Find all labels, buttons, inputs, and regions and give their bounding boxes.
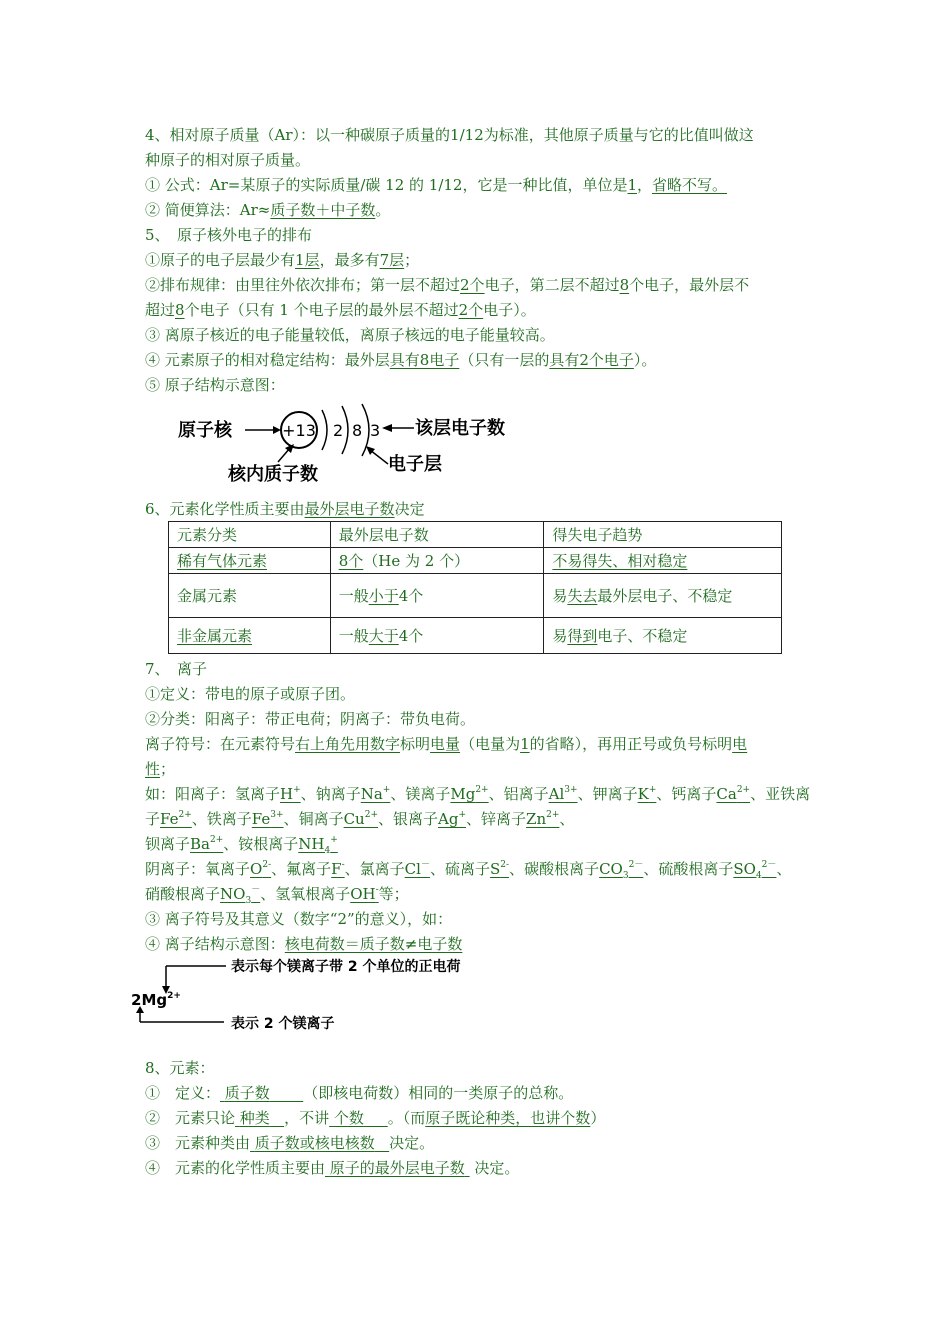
ion-name: 钡离子: [145, 835, 191, 853]
text: ① 公式：Ar=某原子的实际质量/碳 12 的 1/12，它是一种比值，单位是: [145, 176, 628, 194]
text: ，不讲: [284, 1109, 330, 1127]
answer-blank: 非金属元素: [177, 627, 253, 645]
ion-symbol: [250, 860, 271, 878]
s7-cations-line2: 子$Fe^{2+}$、铁离子$Fe^{3+}$、铜离子$Cu^{2+}$、银离子Ag+、锌离子$Zn^{2+}$、: [145, 810, 575, 828]
charge: +: [648, 785, 657, 795]
s7-anions-line2: 硝酸根离子$NO_3^-$、氢氧根离子OH-等；: [145, 885, 409, 906]
text: 离子符号：在元素符号: [145, 735, 296, 753]
answer-blank: [325, 1159, 470, 1177]
s7-symbol-line1: [145, 734, 815, 754]
symbol: Mg: [141, 991, 168, 1009]
s7-classification: ②分类：阳离子：带正电荷；阴离子：带负电荷。: [145, 710, 476, 728]
table-cell: 金属元素: [169, 574, 331, 618]
text: 最外层电子、不稳定: [597, 587, 733, 605]
ion-symbol: [405, 860, 430, 878]
text: 一般: [338, 627, 369, 645]
s7-definition: ①定义：带电的原子或原子团。: [145, 685, 356, 703]
symbol: Ba: [190, 835, 210, 853]
table-cell: [330, 548, 544, 574]
arrow-head-icon: [273, 426, 281, 434]
answer-blank: 原子既论种类，也讲个数: [425, 1109, 591, 1127]
answer-blank: 稀有气体元素: [177, 552, 268, 570]
ion-name: 子: [145, 810, 161, 828]
table-row: [169, 574, 782, 618]
ion-name: 钾离子: [592, 785, 638, 803]
s5-line4: ③ 离原子核近的电子能量较低，离原子核远的电子能量较高。: [145, 326, 555, 344]
symbol: Cl: [404, 860, 421, 878]
s8-line2: [145, 1108, 815, 1128]
charge: 2+: [178, 810, 192, 820]
ion-name: 硫离子: [444, 860, 490, 878]
s7-cations-line1: 如：阳离子：氢离子H+、钠离子Na+、镁离子$Mg^{2+}$、铝离子$Al^{3+}$、钾离子K+、钙离子$Ca^{2+}$、亚铁离: [145, 785, 811, 803]
symbol: K: [637, 785, 649, 803]
ion-symbol: [331, 860, 344, 878]
answer-blank: 失去: [567, 587, 598, 605]
text: 易: [552, 627, 568, 645]
ion-name: 硝酸根离子: [145, 885, 221, 903]
s7-anions-line1: 阴离子：氧离子$O^{2-}$、氟离子F-、氯离子Cl－、硫离子$S^{2-}$、碳酸根离子$CO_3^{2-}$、硫酸根离子$SO_4^{2-}$、: [145, 860, 792, 881]
s6-title: [145, 499, 815, 519]
text: 电子）。: [483, 301, 536, 319]
text: ②排布规律：由里往外依次排布；第一层不超过: [145, 276, 461, 294]
subscript: 3: [622, 871, 629, 881]
symbol: Na: [360, 785, 383, 803]
answer-blank: [329, 1109, 388, 1127]
charge: 2+: [475, 785, 489, 795]
text: 决定。: [389, 1134, 435, 1152]
answer-blank: 得到: [567, 627, 598, 645]
s8-line4: [145, 1158, 815, 1178]
charge: 2－: [761, 860, 777, 870]
charge: －: [251, 885, 261, 895]
s7-structure: [145, 934, 815, 954]
ion-symbol: [733, 860, 777, 881]
symbol: F: [331, 860, 342, 878]
protons-label: 核内质子数: [228, 464, 318, 485]
s7-symbol-line2: [145, 759, 815, 779]
symbol: H: [280, 785, 294, 803]
table-cell: [169, 548, 331, 574]
text: ；: [404, 251, 420, 269]
answer-blank: 不易得失、相对稳定: [552, 552, 688, 570]
answer-blank: 8: [175, 301, 185, 319]
text: 6、元素化学性质主要由: [145, 500, 305, 518]
symbol: Ag: [438, 810, 459, 828]
charge: 2－: [628, 860, 644, 870]
answer: 原子的最外层电子数: [329, 1159, 465, 1177]
symbol: S: [489, 860, 501, 878]
ion-formula: [131, 991, 181, 1009]
ion-symbol: [599, 860, 644, 881]
text: 超过: [145, 301, 176, 319]
table-header: 元素分类: [169, 522, 331, 548]
ion-name: 氧离子: [205, 860, 251, 878]
text: 电子，第二层不超过: [484, 276, 620, 294]
charge: +: [458, 810, 467, 820]
answer-blank: 大于: [368, 627, 399, 645]
ion-symbol: [490, 860, 509, 878]
answer-blank: 8: [619, 276, 630, 294]
text: ）: [590, 1109, 606, 1127]
nucleus-charge: +13: [282, 421, 316, 440]
ion-name: 钙离子: [671, 785, 717, 803]
ion-symbol: [344, 810, 378, 828]
answer-blank: 性: [145, 760, 161, 778]
answer: 个数: [333, 1109, 364, 1127]
text: ② 元素只论: [145, 1109, 236, 1127]
text: 决定: [394, 500, 425, 518]
charge: +: [293, 785, 301, 795]
answer: 质子数: [224, 1084, 270, 1102]
charge: 2+: [364, 810, 378, 820]
answer-blank: 质子数＋中子数: [270, 201, 376, 219]
answer-blank: 省略不写。: [652, 176, 728, 194]
table-cell: [544, 574, 782, 618]
text: 电子、不稳定: [597, 627, 688, 645]
text: 4个: [398, 587, 424, 605]
text: 。: [375, 201, 391, 219]
symbol: NO: [220, 885, 246, 903]
s8-line3: [145, 1133, 815, 1153]
symbol: Ca: [716, 785, 737, 803]
answer-blank: 8个: [338, 552, 364, 570]
text: 4个: [398, 627, 424, 645]
ion-name: 银离子: [393, 810, 439, 828]
charge: -: [375, 885, 379, 895]
ion-symbol: [549, 785, 578, 803]
text: 个电子，最外层不: [629, 276, 750, 294]
shell-label: 电子层: [388, 454, 442, 475]
ion-name: 氢离子: [235, 785, 281, 803]
answer-blank: 2个: [460, 276, 485, 294]
s5-line3: [145, 300, 815, 320]
text: 个电子（只有 1 个电子层的最外层不超过: [184, 301, 459, 319]
text: ；: [160, 760, 176, 778]
table-cell: [169, 618, 331, 654]
text: 一般: [338, 587, 369, 605]
ion-name: 氢氧根离子: [275, 885, 351, 903]
ion-symbol: [638, 785, 657, 803]
table-cell: [330, 618, 544, 654]
text: 标明: [400, 735, 431, 753]
table-cell: [544, 548, 782, 574]
symbol: Cu: [343, 810, 365, 828]
s5-line5: [145, 350, 815, 370]
text: 决定。: [474, 1159, 520, 1177]
s7-meaning: ③ 离子符号及其意义（数字“2”的意义），如：: [145, 910, 453, 928]
table-header: 最外层电子数: [330, 522, 544, 548]
charge: 2+: [736, 785, 751, 795]
answer-blank: [250, 1134, 389, 1152]
answer-blank: 7层: [379, 251, 405, 269]
answer-blank: 1: [627, 176, 638, 194]
element-classification-table: [168, 521, 782, 654]
s4-line1: 4、相对原子质量（Ar）：以一种碳原子质量的1/12为标准，其他原子质量与它的比值叫做这: [145, 126, 754, 144]
s4-formula: [145, 175, 815, 195]
text: ④ 离子结构示意图：: [145, 935, 285, 953]
charge: -: [341, 860, 345, 870]
subscript: 4: [324, 846, 331, 856]
text: 如：阳离子：: [145, 785, 236, 803]
symbol: O: [250, 860, 263, 878]
ion-symbol: [280, 785, 301, 803]
ion-symbol: [252, 810, 284, 828]
charge: +: [382, 785, 391, 795]
text: 。（而: [387, 1109, 426, 1127]
ion-name: 钠离子: [315, 785, 361, 803]
ion-name: 亚铁离: [765, 785, 811, 803]
answer-blank: 1层: [295, 251, 320, 269]
table-cell: [544, 618, 782, 654]
nucleus-label: 原子核: [178, 420, 232, 441]
ion-symbol: [438, 810, 466, 828]
ion-name: 铜离子: [298, 810, 344, 828]
ion-symbol: [350, 885, 378, 903]
text: ④ 元素的化学性质主要由: [145, 1159, 326, 1177]
text: （即核电荷数）相同的一类原子的总称。: [303, 1084, 574, 1102]
charge: 2-: [262, 860, 272, 870]
s7-title: 7、 离子: [145, 660, 208, 678]
answer-blank: 电量: [430, 735, 461, 753]
symbol: Fe: [160, 810, 179, 828]
s7-cations-line3: 钡离子$Ba^{2+}$、铵根离子$NH_4^+$: [145, 835, 338, 856]
layer-electrons-label: 该层电子数: [415, 418, 505, 439]
ion-name: 碳酸根离子: [524, 860, 600, 878]
bottom-note: 表示 2 个镁离子: [231, 1016, 335, 1032]
symbol: Fe: [251, 810, 271, 828]
arrow-head-icon: [382, 424, 392, 432]
text: ①原子的电子层最少有: [145, 251, 296, 269]
electron-count-1: 2: [333, 421, 344, 440]
ion-name: 铵根离子: [238, 835, 299, 853]
charge: 2+: [167, 991, 181, 1001]
text: 阴离子：: [145, 860, 206, 878]
table-row: [169, 548, 782, 574]
s5-line1: [145, 250, 815, 270]
s5-title: 5、 原子核外电子的排布: [145, 226, 313, 244]
ion-symbol: [450, 785, 488, 803]
text: ② 简便算法：Ar≈: [145, 201, 271, 219]
ion-name: 氟离子: [286, 860, 332, 878]
text: ）。: [633, 351, 657, 369]
text: 易: [552, 587, 568, 605]
answer-blank: 小于: [368, 587, 399, 605]
text: （只有一层的: [459, 351, 550, 369]
arrow-line: [370, 450, 388, 464]
answer-blank: [220, 1084, 303, 1102]
shell-arc-1: [322, 410, 327, 450]
text: 等；: [378, 885, 409, 903]
charge: 2+: [546, 810, 560, 820]
answer-blank: 核电荷数＝质子数≠电子数: [284, 935, 463, 953]
electron-count-3: 3: [370, 421, 381, 440]
answer-blank: [235, 1109, 284, 1127]
ion-symbol: [160, 810, 192, 828]
ion-symbol: [716, 785, 750, 803]
ion-name: 锌离子: [481, 810, 527, 828]
ion-symbol: [526, 810, 559, 828]
symbol: Mg: [450, 785, 476, 803]
subscript: 4: [755, 871, 762, 881]
text: （He 为 2 个）: [363, 552, 470, 570]
ion-name: 铁离子: [206, 810, 252, 828]
table-cell: [330, 574, 544, 618]
table-header-row: [169, 522, 782, 548]
s5-line2: [145, 275, 815, 295]
ion-symbol: [361, 785, 391, 803]
s4-simple: [145, 200, 815, 220]
symbol: Al: [548, 785, 565, 803]
table-row: [169, 618, 782, 654]
symbol: CO: [599, 860, 623, 878]
answer-blank: 2个: [458, 301, 484, 319]
symbol: Zn: [526, 810, 547, 828]
text: ，: [637, 176, 653, 194]
answer-blank: 1: [520, 735, 530, 753]
table-header: 得失电子趋势: [544, 522, 782, 548]
s5-line6: ⑤ 原子结构示意图：: [145, 376, 285, 394]
electron-count-2: 8: [352, 421, 363, 440]
ion-name: 铝离子: [503, 785, 549, 803]
answer: 种类: [239, 1109, 270, 1127]
atom-structure-diagram: [170, 400, 540, 490]
answer-blank: 电: [732, 735, 748, 753]
charge: －: [420, 860, 430, 870]
top-note: 表示每个镁离子带 2 个单位的正电荷: [231, 959, 461, 975]
subscript: 3: [245, 896, 252, 906]
answer-blank: 具有8电子: [389, 351, 460, 369]
charge: 2+: [209, 835, 224, 845]
s8-line1: [145, 1083, 815, 1103]
charge: +: [330, 835, 338, 845]
symbol: OH: [350, 885, 376, 903]
text: ④ 元素原子的相对稳定结构：最外层: [145, 351, 390, 369]
charge: 3+: [270, 810, 284, 820]
ion-symbol: [298, 835, 338, 856]
answer-blank: 右上角先用数字: [295, 735, 401, 753]
text: ① 定义：: [145, 1084, 221, 1102]
charge: 2-: [500, 860, 510, 870]
text: ③ 元素种类由: [145, 1134, 251, 1152]
ion-name: 硫酸根离子: [658, 860, 734, 878]
symbol: NH: [298, 835, 325, 853]
text: （电量为: [460, 735, 521, 753]
coefficient: 2: [131, 991, 142, 1009]
ion-symbol: [220, 885, 261, 906]
text: 的省略），再用正号或负号标明: [529, 735, 733, 753]
ion-name: 氯离子: [359, 860, 405, 878]
text: ，最多有: [319, 251, 380, 269]
s8-title: 8、元素：: [145, 1059, 215, 1077]
s4-line2: 种原子的相对原子质量。: [145, 151, 311, 169]
answer-blank: 最外层电子数: [304, 500, 395, 518]
answer-blank: 具有2个电子: [549, 351, 634, 369]
ion-symbol: [190, 835, 223, 853]
ion-meaning-diagram: [128, 958, 528, 1034]
ion-name: 镁离子: [405, 785, 451, 803]
answer: 质子数或核电核数: [254, 1134, 375, 1152]
symbol: SO: [733, 860, 756, 878]
charge: 3+: [564, 785, 578, 795]
